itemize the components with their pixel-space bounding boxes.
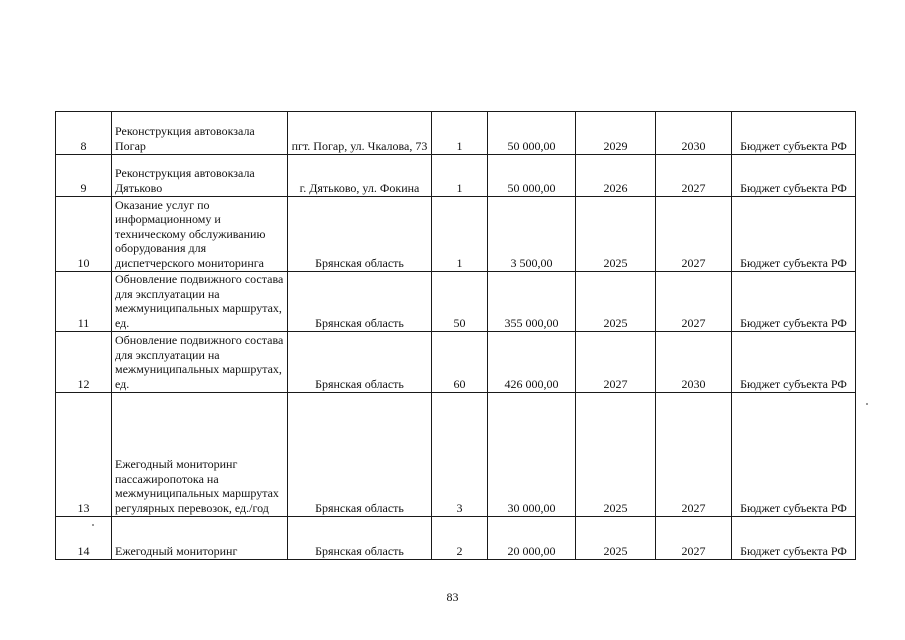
start-year-cell: 2025 <box>576 197 656 272</box>
row-number-cell: 13 <box>56 393 112 517</box>
end-year-cell: 2027 <box>656 197 732 272</box>
quantity-cell: 1 <box>432 197 488 272</box>
row-number-cell: 8 <box>56 112 112 155</box>
table-row <box>56 155 856 197</box>
location-cell: Брянская область <box>288 197 432 272</box>
cost-cell: 30 000,00 <box>488 393 576 517</box>
quantity-cell: 3 <box>432 393 488 517</box>
start-year-cell: 2025 <box>576 272 656 332</box>
end-year-cell: 2027 <box>656 517 732 560</box>
quantity-cell: 2 <box>432 517 488 560</box>
location-cell: Брянская область <box>288 393 432 517</box>
funding-source-cell: Бюджет субъекта РФ <box>732 332 856 393</box>
quantity-cell: 1 <box>432 112 488 155</box>
end-year-cell: 2027 <box>656 155 732 197</box>
end-year-cell: 2027 <box>656 272 732 332</box>
table-row <box>56 197 856 272</box>
project-name-cell: Реконструкция автовокзала Дятьково <box>112 155 288 197</box>
cost-cell: 20 000,00 <box>488 517 576 560</box>
row-number-cell: 9 <box>56 155 112 197</box>
cost-cell: 426 000,00 <box>488 332 576 393</box>
project-name-cell: Ежегодный мониторинг <box>112 517 288 560</box>
row-number-cell: 10 <box>56 197 112 272</box>
start-year-cell: 2026 <box>576 155 656 197</box>
location-cell: пгт. Погар, ул. Чкалова, 73 <box>288 112 432 155</box>
table-row <box>56 332 856 393</box>
row-number-cell: 11 <box>56 272 112 332</box>
project-name-cell: Обновление подвижного состава для эксплуатации на межмуниципальных маршрутах, ед. <box>112 332 288 393</box>
start-year-cell: 2025 <box>576 517 656 560</box>
quantity-cell: 1 <box>432 155 488 197</box>
funding-source-cell: Бюджет субъекта РФ <box>732 155 856 197</box>
table-row <box>56 517 856 560</box>
row-number-cell: 14 <box>56 517 112 560</box>
project-name-cell: Оказание услуг по информационному и техническому обслуживанию оборудования для диспетчерского мониторинга <box>112 197 288 272</box>
funding-source-cell: Бюджет субъекта РФ <box>732 393 856 517</box>
start-year-cell: 2027 <box>576 332 656 393</box>
end-year-cell: 2027 <box>656 393 732 517</box>
funding-source-cell: Бюджет субъекта РФ <box>732 112 856 155</box>
funding-source-cell: Бюджет субъекта РФ <box>732 197 856 272</box>
funding-source-cell: Бюджет субъекта РФ <box>732 517 856 560</box>
page-number: 83 <box>446 590 459 604</box>
cost-cell: 3 500,00 <box>488 197 576 272</box>
location-cell: г. Дятьково, ул. Фокина <box>288 155 432 197</box>
budget-table <box>55 111 856 560</box>
scan-speck <box>866 403 868 405</box>
location-cell: Брянская область <box>288 332 432 393</box>
project-name-cell: Ежегодный мониторинг пассажиропотока на межмуниципальных маршрутах регулярных перевозок, ед./год <box>112 393 288 517</box>
start-year-cell: 2029 <box>576 112 656 155</box>
quantity-cell: 50 <box>432 272 488 332</box>
scan-speck <box>92 524 94 526</box>
row-number-cell: 12 <box>56 332 112 393</box>
table-row <box>56 112 856 155</box>
location-cell: Брянская область <box>288 272 432 332</box>
end-year-cell: 2030 <box>656 332 732 393</box>
quantity-cell: 60 <box>432 332 488 393</box>
table-row <box>56 272 856 332</box>
start-year-cell: 2025 <box>576 393 656 517</box>
funding-source-cell: Бюджет субъекта РФ <box>732 272 856 332</box>
cost-cell: 355 000,00 <box>488 272 576 332</box>
cost-cell: 50 000,00 <box>488 155 576 197</box>
cost-cell: 50 000,00 <box>488 112 576 155</box>
project-name-cell: Обновление подвижного состава для эксплуатации на межмуниципальных маршрутах, ед. <box>112 272 288 332</box>
table-row <box>56 393 856 517</box>
location-cell: Брянская область <box>288 517 432 560</box>
end-year-cell: 2030 <box>656 112 732 155</box>
project-name-cell: Реконструкция автовокзала Погар <box>112 112 288 155</box>
table-body <box>56 112 856 560</box>
